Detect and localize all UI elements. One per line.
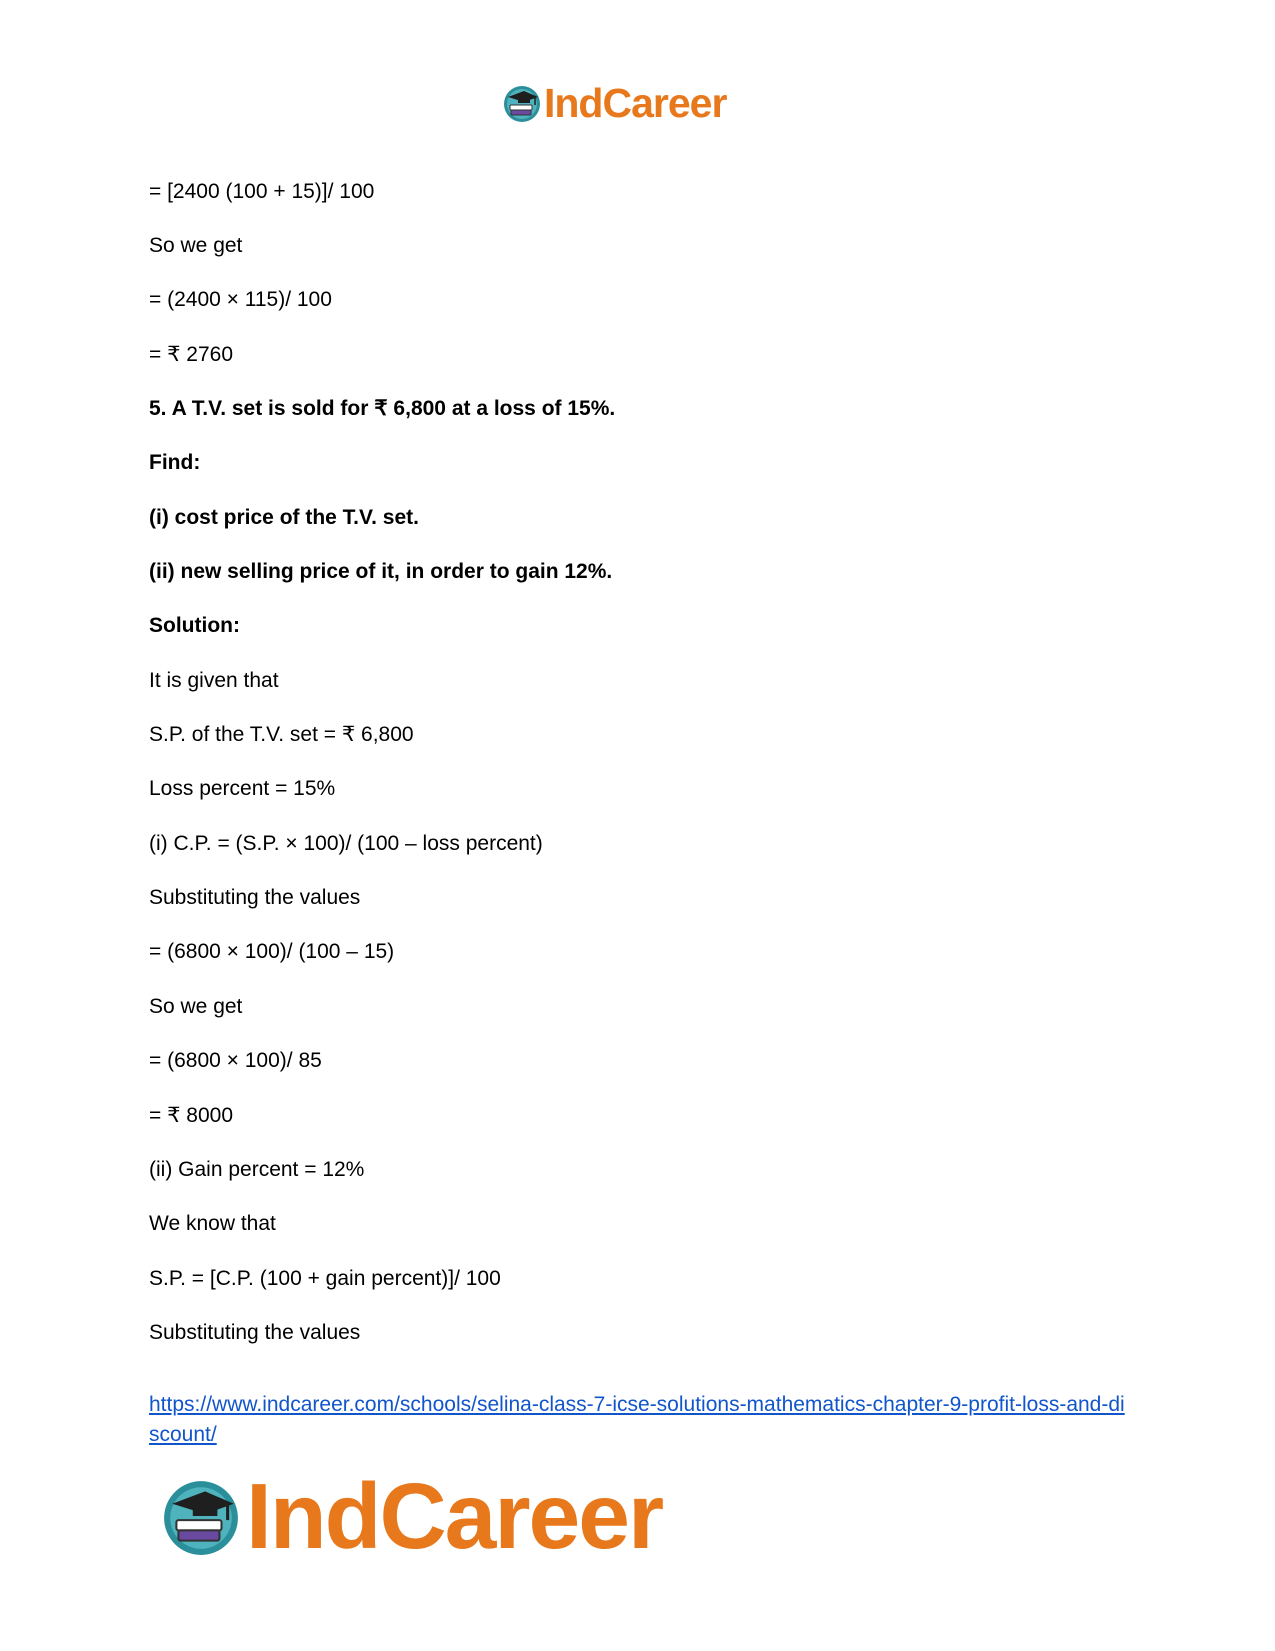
header-logo: [502, 80, 726, 126]
footer-logo: [160, 1463, 663, 1568]
text-line: Loss percent = 15%: [149, 777, 336, 800]
text-line: Substituting the values: [149, 886, 361, 909]
text-line: So we get: [149, 995, 243, 1018]
text-line: S.P. = [C.P. (100 + gain percent)]/ 100: [149, 1267, 501, 1290]
header-logo-text: IndCareer: [544, 79, 727, 126]
text-line: = (2400 × 115)/ 100: [149, 288, 332, 311]
text-line: (i) C.P. = (S.P. × 100)/ (100 – loss percent): [149, 832, 543, 855]
text-line: (ii) Gain percent = 12%: [149, 1158, 365, 1181]
question-find: Find:: [149, 451, 201, 474]
footer-logo-text: IndCareer: [246, 1463, 663, 1568]
question-part-ii: (ii) new selling price of it, in order to gain 12%.: [149, 560, 613, 583]
text-line: We know that: [149, 1212, 276, 1235]
text-line: Substituting the values: [149, 1321, 361, 1344]
text-line: = (6800 × 100)/ 85: [149, 1049, 322, 1072]
question-part-i: (i) cost price of the T.V. set.: [149, 506, 419, 529]
graduation-cap-books-icon: [502, 83, 542, 123]
text-line: It is given that: [149, 669, 279, 692]
text-line: = (6800 × 100)/ (100 – 15): [149, 940, 395, 963]
source-link[interactable]: https://www.indcareer.com/schools/selina-class-7-icse-solutions-mathematics-chapter-9-profit-loss-and-discount/: [149, 1393, 1125, 1446]
graduation-cap-books-icon: [160, 1475, 242, 1557]
text-line: = ₹ 2760: [149, 343, 234, 366]
text-line: = ₹ 8000: [149, 1104, 234, 1127]
question-title: 5. A T.V. set is sold for ₹ 6,800 at a loss of 15%.: [149, 397, 616, 420]
text-line: So we get: [149, 234, 243, 257]
solution-heading: Solution:: [149, 614, 240, 637]
text-line: = [2400 (100 + 15)]/ 100: [149, 180, 375, 203]
text-line: S.P. of the T.V. set = ₹ 6,800: [149, 723, 414, 746]
